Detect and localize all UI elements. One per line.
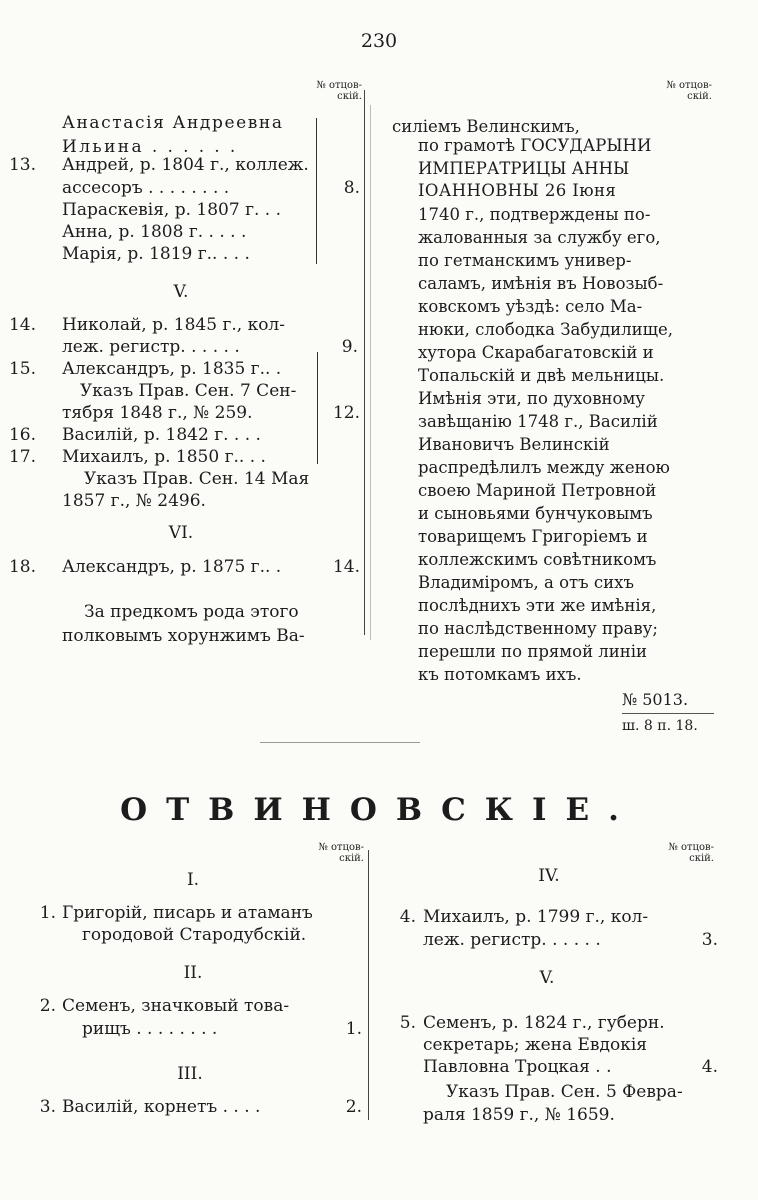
narrative-line: Ивановичъ Велинскій <box>418 435 610 454</box>
entry-text: Александръ, р. 1835 г.. . <box>62 359 282 379</box>
narrative-line: нюки, слободка Забудилище, <box>418 320 673 339</box>
entry-text: городовой Стародубскій. <box>82 925 307 945</box>
entry-text: ассесоръ . . . . . . . . <box>62 178 230 198</box>
entry-text: Александръ, р. 1875 г.. . <box>62 557 282 577</box>
column-header-bottom-left <box>302 842 364 864</box>
column-header-line1: № отцов- <box>318 842 364 853</box>
narrative-line: ІОАННОВНЫ 26 Іюня <box>418 181 617 200</box>
column-header-line1: № отцов- <box>666 80 712 91</box>
entry-text: Павловна Троцкая . . <box>423 1057 612 1077</box>
father-ref: 1. <box>345 1019 362 1039</box>
column-rule-bottom <box>368 850 369 1120</box>
father-ref: 8. <box>343 178 360 198</box>
generation-heading: II. <box>183 963 203 983</box>
generation-heading: I. <box>186 870 200 890</box>
column-header-line2: скій. <box>687 91 712 102</box>
column-header-line2: скій. <box>689 853 714 864</box>
generation-heading: VI. <box>168 523 194 543</box>
father-ref: 14. <box>332 557 360 577</box>
narrative-line: жалованныя за службу его, <box>418 228 661 247</box>
column-header-top-left <box>300 80 362 102</box>
column-header-line2: скій. <box>337 91 362 102</box>
entry-number: 16. <box>8 425 36 445</box>
entry-text: Василій, корнетъ . . . . <box>62 1097 261 1117</box>
entry-text: Семенъ, значковый това- <box>62 996 290 1016</box>
narrative-line: по грамотѣ ГОСУДАРЫНИ <box>418 136 652 155</box>
entry-text: раля 1859 г., № 1659. <box>423 1105 615 1125</box>
narrative-line: Топальскій и двѣ мельницы. <box>418 366 665 385</box>
record-number: № 5013. <box>622 690 689 709</box>
entry-text: Анастасія Андреевна <box>62 113 284 133</box>
entry-number: 4. <box>399 907 416 927</box>
founder-text: За предкомъ рода этого <box>84 602 299 622</box>
entry-number: 1. <box>39 903 56 923</box>
entry-text: 1857 г., № 2496. <box>62 491 206 511</box>
column-header-line1: № отцов- <box>668 842 714 853</box>
entry-text: Семенъ, р. 1824 г., губерн. <box>423 1013 665 1033</box>
brace <box>311 118 317 264</box>
entry-number: 2. <box>39 996 56 1016</box>
section-divider <box>260 742 420 743</box>
column-rule-center <box>370 105 371 640</box>
father-ref: 3. <box>701 930 718 950</box>
entry-number: 15. <box>8 359 36 379</box>
father-ref: 2. <box>345 1097 362 1117</box>
entry-text: леж. регистр. . . . . . <box>423 930 601 950</box>
narrative-line: 1740 г., подтверждены по- <box>418 205 651 224</box>
entry-text: Василій, р. 1842 г. . . . <box>62 425 261 445</box>
column-header-top-right <box>650 80 712 102</box>
narrative-line: коллежскимъ совѣтникомъ <box>418 550 657 569</box>
brace <box>312 352 318 464</box>
father-ref: 12. <box>332 403 360 423</box>
column-header-bottom-right <box>652 842 714 864</box>
generation-heading: V. <box>173 282 189 302</box>
entry-text: тября 1848 г., № 259. <box>62 403 253 423</box>
narrative-line: по гетманскимъ универ- <box>418 251 632 270</box>
entry-number: 17. <box>8 447 36 467</box>
generation-heading: V. <box>539 968 555 988</box>
narrative-line: завѣщанію 1748 г., Василій <box>418 412 658 431</box>
narrative-line: послѣднихъ эти же имѣнія, <box>418 596 657 615</box>
narrative-line: ИМПЕРАТРИЦЫ АННЫ <box>418 159 630 178</box>
entry-text: рищъ . . . . . . . . <box>82 1019 218 1039</box>
entry-text: Анна, р. 1808 г. . . . . <box>62 222 247 242</box>
entry-number: 18. <box>8 557 36 577</box>
narrative-line: своею Мариной Петровной <box>418 481 657 500</box>
entry-text: Указъ Прав. Сен. 14 Мая <box>84 469 310 489</box>
entry-number: 14. <box>8 315 36 335</box>
entry-number: 3. <box>39 1097 56 1117</box>
narrative-line: перешли по прямой линіи <box>418 642 648 661</box>
entry-number: 5. <box>399 1013 416 1033</box>
narrative-line: и сыновьями бунчуковымъ <box>418 504 653 523</box>
entry-text: Михаилъ, р. 1799 г., кол- <box>423 907 649 927</box>
entry-text: Указъ Прав. Сен. 5 Февра- <box>446 1082 683 1102</box>
entry-text: Параскевія, р. 1807 г. . . <box>62 200 282 220</box>
entry-text: леж. регистр. . . . . . <box>62 337 240 357</box>
narrative-line: распредѣлилъ между женою <box>418 458 670 477</box>
narrative-line: ковскомъ уѣздѣ: село Ма- <box>418 297 643 316</box>
narrative-line: силіемъ Велинскимъ, <box>392 117 580 136</box>
record-rule <box>622 713 714 714</box>
narrative-line: саламъ, имѣнія въ Новозыб- <box>418 274 664 293</box>
entry-text: Николай, р. 1845 г., кол- <box>62 315 285 335</box>
entry-text: Марія, р. 1819 г.. . . . <box>62 244 250 264</box>
narrative-line: товарищемъ Григоріемъ и <box>418 527 648 546</box>
column-header-line1: № отцов- <box>316 80 362 91</box>
narrative-line: Владиміромъ, а отъ сихъ <box>418 573 634 592</box>
entry-text: Григорій, писарь и атаманъ <box>62 903 313 923</box>
shelf-mark: ш. 8 п. 18. <box>622 718 698 734</box>
narrative-line: Имѣнія эти, по духовному <box>418 389 646 408</box>
generation-heading: III. <box>177 1064 203 1084</box>
entry-text: секретарь; жена Евдокія <box>423 1035 647 1055</box>
family-title: ОТВИНОВСКІЕ. <box>120 792 638 828</box>
entry-text: Ильина . . . . . . <box>62 137 238 157</box>
narrative-line: по наслѣдственному праву; <box>418 619 658 638</box>
generation-heading: IV. <box>538 866 560 886</box>
entry-text: Андрей, р. 1804 г., коллеж. <box>62 155 309 175</box>
father-ref: 4. <box>701 1057 718 1077</box>
column-rule-left <box>364 90 365 635</box>
entry-text: Михаилъ, р. 1850 г.. . . <box>62 447 266 467</box>
founder-text: полковымъ хорунжимъ Ва- <box>62 626 305 646</box>
entry-text: Указъ Прав. Сен. 7 Сен- <box>80 381 297 401</box>
narrative-line: хутора Скарабагатовскій и <box>418 343 654 362</box>
narrative-line: къ потомкамъ ихъ. <box>418 665 582 684</box>
page-number: 230 <box>360 30 398 52</box>
father-ref: 9. <box>341 337 358 357</box>
column-header-line2: скій. <box>339 853 364 864</box>
